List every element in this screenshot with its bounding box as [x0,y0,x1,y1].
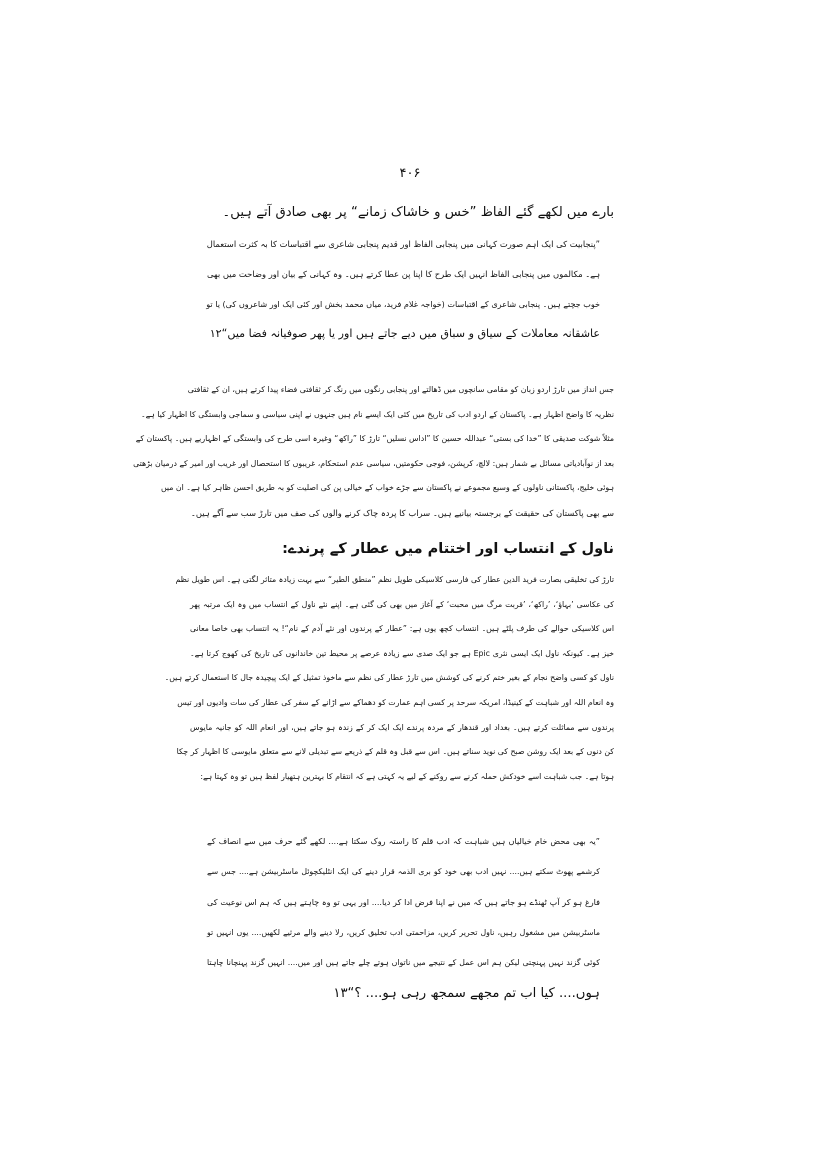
block-quote-literature [207,826,600,1009]
quote-line: ہے۔ مکالموں میں پنجابی الفاظ انہیں ایک طرح کا اپنا پن عطا کرتے ہیں۔ وہ کہانی کے بیان اور وضاحت میں بھی [207,269,600,279]
quote-line: عاشقانہ معاملات کے سیاق و سباق میں دیے جاتے ہیں اور یا پھر صوفیانہ فضا میں“۱۲ [209,327,600,340]
paragraph-line: اس کلاسیکی حوالے کی طرف پلٹے ہیں۔ انتساب کچھ یوں ہے: ”عطار کے پرندوں اور نئے آدم کے نام“! یہ انتساب بھی خاصا معانی [190,624,614,634]
lead-paragraph [190,198,614,228]
paragraph-line: ہوئی خلیج، پاکستانی ناولوں کے وسیع مجموعے نے پاکستان سے جڑے خواب کے خیالی پن کی اصلیت کو بہ طریق احسن ظاہر کیا ہے۔ ان میں [160,483,614,492]
paragraph-line: ناول کو کسی واضح نجام کے بغیر ختم کرنے کی کوشش میں تارڑ عطار کی نظم سے ماخوذ تمثیل کے ایک پیچیدہ جال کا استعمال کرتے ہیں۔ [164,673,614,683]
paragraph-line: وہ انعام اللہ اور شباہت کے کینیڈا، امریکہ سرحد پر کسی اہم عمارت کو دھماکے سے اڑانے کے سفر کی عطار کی سات وادیوں اور تیس [177,697,614,707]
quote-line: فارغ ہو کر آپ ٹھنڈے ہو جاتے ہیں کہ میں نے اپنا فرض ادا کر دیا.... اور یہی تو وہ چاہتے ہیں کہ ہم اس نوعیت کی [207,897,600,907]
block-quote-punjabiyat [207,229,600,349]
paragraph-line: پرندوں سے مماثلت کرتے ہیں۔ بغداد اور قندھار کے مردہ پرندے ایک ایک کر کے زندہ ہو جاتے ہیں، اور انعام اللہ کو جانیہ مایوس [190,722,614,732]
paragraph-line: کی عکاسی ’بہاؤ‘، ’راکھ‘، ’قربت مرگ میں محبت‘ کے آغاز میں بھی کی گئی ہے۔ اپنے نئے ناول کے انتساب میں وہ ایک مرتبہ پھر [190,599,614,609]
body-paragraph-cultural-ideology [133,378,614,525]
paragraph-line: نظریہ کا واضح اظہار ہے۔ پاکستان کے اردو ادب کی تاریخ میں کئی ایک ایسے نام ہیں جنہوں نے اپنی سیاسی و سماجی وابستگی کا اظہار کیا ہے۔ [141,409,614,419]
body-paragraph-attar-birds [164,568,614,789]
paragraph-line: بعد از نوآبادیاتی مسائل بے شمار ہیں: لالچ، کرپشن، فوجی حکومتیں، سیاسی عدم استحکام، غریبوں کا استحصال اور غریب اور امیر کے درمیان بڑھتی [133,458,614,468]
quote-line: خوب جچتے ہیں۔ پنجابی شاعری کے اقتباسات (خواجہ غلام فرید، میاں محمد بخش اور کئی ایک اور شاعروں کی) یا تو [206,299,600,309]
page-number: ۴۰۶ [399,166,421,181]
paragraph-line: مثلاً شوکت صدیقی کا ”خدا کی بستی“ عبداللہ حسین کا ”اداس نسلیں“ تارڑ کا ”راکھ“ وغیرہ اسی طرح کی وابستگی کے اظہاریے ہیں۔ پاکستان کے [135,434,614,443]
quote-line: ماسٹربیشن میں مشغول رہیں، ناول تحریر کریں، مزاحمتی ادب تخلیق کریں، رلا دینے والے مرثیے لکھیں.... یوں انہیں تو [207,927,600,937]
quote-line: ”پنجابیت کی ایک اہم صورت کہانی میں پنجابی الفاظ اور قدیم پنجابی شاعری سے اقتباسات کا بہ کثرت استعمال [206,239,600,249]
paragraph-line: بارے میں لکھے گئے الفاظ ”خس و خاشاک زمانے“ پر بھی صادق آتے ہیں۔ [222,205,614,220]
section-heading: ناول کے انتساب اور اختتام میں عطار کے پرندے: [282,541,614,557]
paragraph-line: خیز ہے۔ کیونکہ ناول ایک ایسی نثری Epic ہے جو ایک صدی سے زیادہ عرصے پر محیط تین خاندانوں کی تاریخ کی کھوج کرتا ہے۔ [190,648,614,658]
paragraph-line: تارڑ کی تخلیقی بصارت فرید الدین عطار کی فارسی کلاسیکی طویل نظم ”منطق الطیر“ سے بہت زیادہ متاثر لگتی ہے۔ اس طویل نظم [175,575,614,584]
quote-line: ہوں.... کیا اب تم مجھے سمجھ رہی ہو.... ؟“۱۳ [333,985,600,1001]
paragraph-line: سے بھی پاکستان کی حقیقت کے برجستہ بیانیے ہیں۔ سراب کا پردہ چاک کرنے والوں کی صف میں تارڑ سب سے آگے ہیں۔ [190,507,614,518]
paragraph-line: کن دنوں کے بعد ایک روشن صبح کی نوید سناتے ہیں۔ اس سے قبل وہ قلم کے ذریعے سے تبدیلی لانے سے متعلق مایوسی کا اظہار کر چکا [176,747,614,757]
quote-line: کوئی گزند نہیں پہنچتی لیکن ہم اس عمل کے نتیجے میں ناتواں ہوتے چلے جاتے ہیں اور میں.... انہیں گزند پہنچانا چاہتا [207,958,600,967]
paragraph-line: جس انداز میں تارڑ اردو زبان کو مقامی سانچوں میں ڈھالتے اور پنجابی رنگوں میں رنگ کر ثقافتی فضاء پیدا کرتے ہیں، ان کے ثقافتی [187,385,614,394]
quote-line: کرشمے پھوٹ سکتے ہیں.... نہیں ادب بھی خود کو بری الذمہ قرار دینے کی ایک انٹلیکچوئل ماسٹربیشن ہے.... جس سے [207,866,600,876]
paragraph-line: ہوتا ہے۔ جب شباہت اسے خودکش حملہ کرنے سے روکنے کے لیے یہ کہتی ہے کہ انتقام کا بہترین ہتھیار لفظ ہیں تو وہ کہتا ہے: [200,771,614,781]
quote-line: ”یہ بھی محض خام خیالیاں ہیں شباہت کہ ادب قلم کا راستہ روک سکتا ہے.... لکھے گئے حرف میں سے انصاف کے [207,836,600,846]
